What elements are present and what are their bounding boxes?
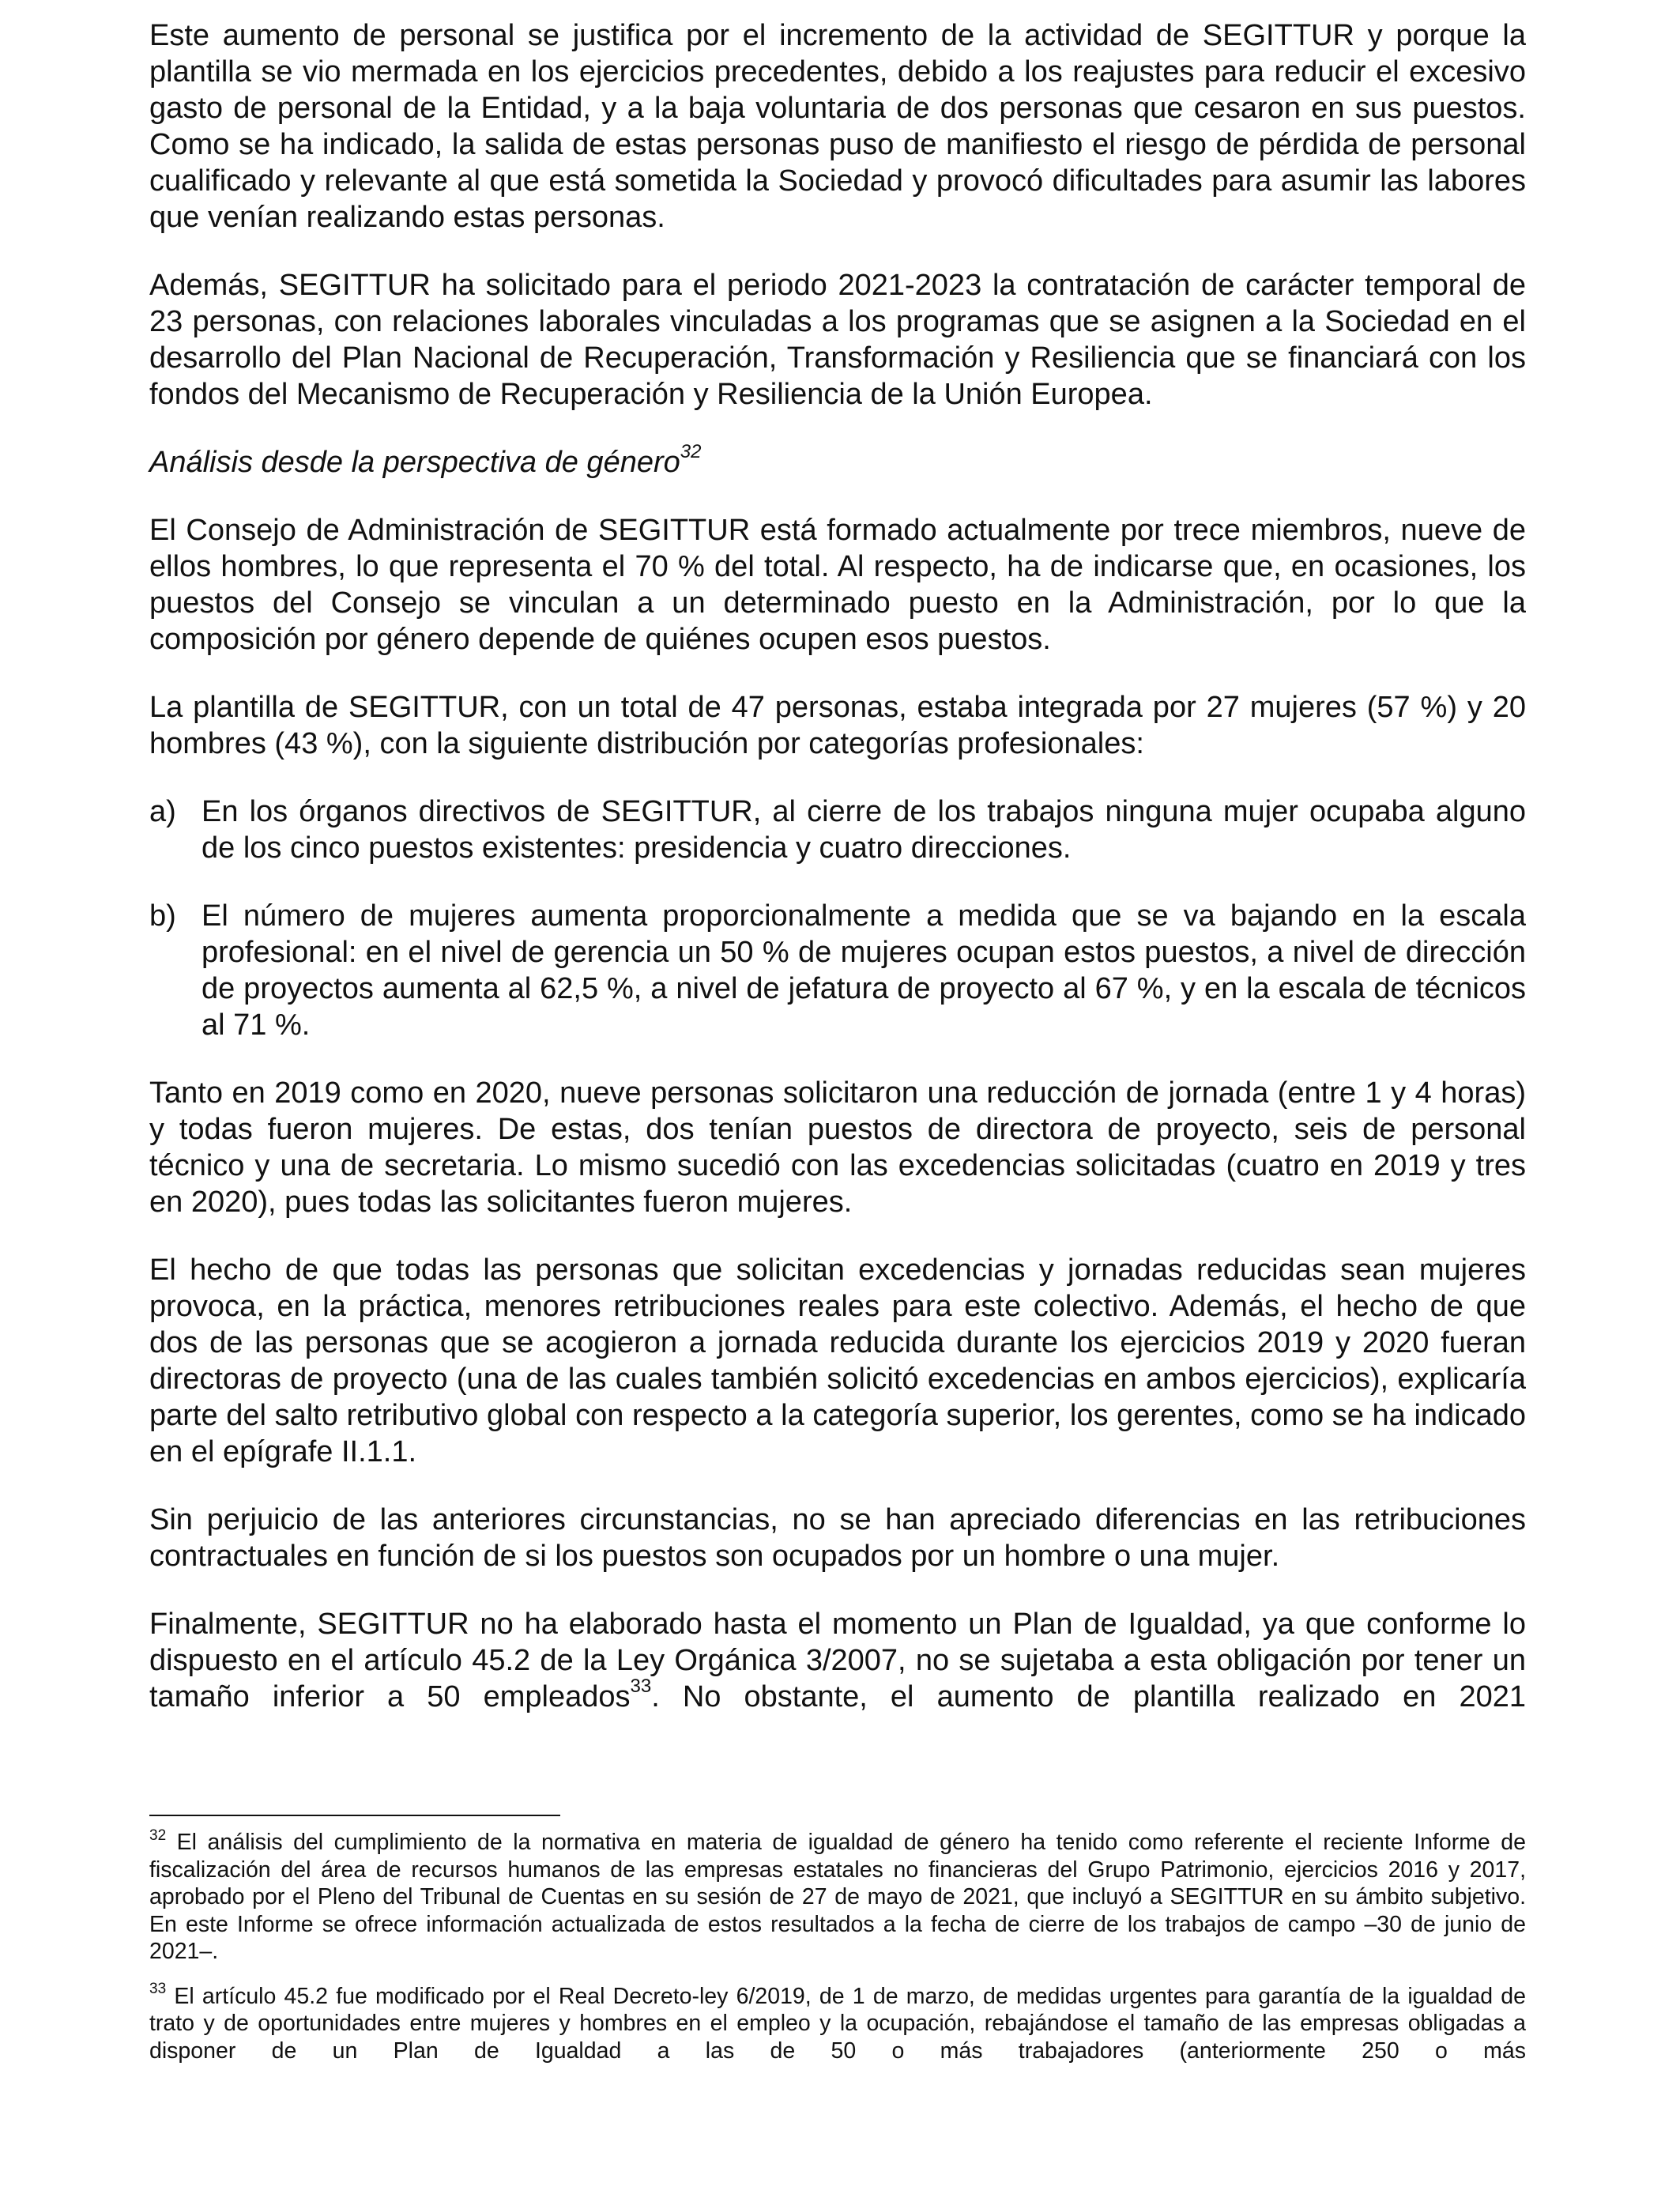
footnote-33: [149, 1983, 1526, 2065]
paragraph-equality-plan: [149, 1606, 1526, 1715]
footnote-32-text: El análisis del cumplimiento de la normativa en materia de igualdad de género ha tenido como referente el reciente Informe de fiscalización del área de recursos humanos de las empresas estatales no financieras del Grupo Patrimonio, ejercicios 2016 y 2017, aprobado por el Pleno del Tribunal de Cuentas en su sesión de 27 de mayo de 2021, que incluyó a SEGITTUR en su ámbito subjetivo. En este Informe se ofrece información actualizada de estos resultados a la fecha de cierre de los trabajos de campo –30 de junio de 2021–.: [149, 1830, 1526, 1964]
list-item-b: [149, 898, 1526, 1043]
paragraph-reduced-hours: Tanto en 2019 como en 2020, nueve personas solicitaron una reducción de jornada (entre 1 y 4 horas) y todas fueron mujeres. De estas, dos tenían puestos de directora de proyecto, seis de personal técnico y una de secretaria. Lo mismo sucedió con las excedencias solicitadas (cuatro en 2019 y tres en 2020), pues todas las solicitantes fueron mujeres.: [149, 1076, 1526, 1219]
footnote-32: [149, 1826, 1526, 1966]
footnote-number-32: 32: [149, 1826, 167, 1844]
section-heading-gender-analysis: [149, 441, 1526, 481]
footnote-separator: [149, 1815, 560, 1816]
paragraph-pay-impact: El hecho de que todas las personas que solicitan excedencias y jornadas reducidas sean mujeres provoca, en la práctica, menores retribuciones reales para este colectivo. Además, el hecho de que dos de las personas que se acogieron a jornada reducida durante los ejercicios 2019 y 2020 fueran directoras de proyecto (una de las cuales también solicitó excedencias en ambos ejercicios), explicaría parte del salto retributivo global con respecto a la categoría superior, los gerentes, como se ha indicado en el epígrafe II.1.1.: [149, 1253, 1526, 1468]
paragraph-staff-increase: Este aumento de personal se justifica por el incremento de la actividad de SEGITTUR y porque la plantilla se vio mermada en los ejercicios precedentes, debido a los reajustes para reducir el excesivo gasto de personal de la Entidad, y a la baja voluntaria de dos personas que cesaron en sus puestos. Como se ha indicado, la salida de estas personas puso de manifiesto el riesgo de pérdida de personal cualificado y relevante al que está sometida la Sociedad y provocó dificultades para asumir las labores que venían realizando estas personas.: [149, 19, 1526, 234]
section-heading-text: Análisis desde la perspectiva de género: [149, 446, 680, 479]
paragraph-no-pay-differences: Sin perjuicio de las anteriores circunstancias, no se han apreciado diferencias en las retribuciones contractuales en función de si los puestos son ocupados por un hombre o una mujer.: [149, 1503, 1526, 1573]
footnotes-section: [149, 1826, 1526, 2082]
list-marker-a: a): [149, 795, 176, 828]
paragraph-staff-distribution: La plantilla de SEGITTUR, con un total de 47 personas, estaba integrada por 27 mujeres (57 %) y 20 hombres (43 %), con la siguiente distribución por categorías profesionales:: [149, 691, 1526, 760]
footnote-33-text: El artículo 45.2 fue modificado por el Real Decreto-ley 6/2019, de 1 de marzo, de medidas urgentes para garantía de la igualdad de trato y de oportunidades entre mujeres y hombres en el empleo y la ocupación, rebajándose el tamaño de las empresas obligadas a disponer de un Plan de Igualdad a las de 50 o más trabajadores (anteriormente 250 o más: [149, 1983, 1526, 2064]
list-marker-b: b): [149, 899, 176, 933]
list-item-a-text: En los órganos directivos de SEGITTUR, al cierre de los trabajos ninguna mujer ocupaba alguno de los cinco puestos existentes: presidencia y cuatro direcciones.: [202, 795, 1526, 865]
list-item-b-text: El número de mujeres aumenta proporcionalmente a medida que se va bajando en la escala profesional: en el nivel de gerencia un 50 % de mujeres ocupan estos puestos, a nivel de dirección de proyectos aumenta al 62,5 %, a nivel de jefatura de proyecto al 67 %, y en la escala de técnicos al 71 %.: [202, 899, 1526, 1042]
paragraph-temporary-hiring: Además, SEGITTUR ha solicitado para el periodo 2021-2023 la contratación de carácter temporal de 23 personas, con relaciones laborales vinculadas a los programas que se asignen a la Sociedad en el desarrollo del Plan Nacional de Recuperación, Transformación y Resiliencia que se financiará con los fondos del Mecanismo de Recuperación y Resiliencia de la Unión Europea.: [149, 269, 1526, 411]
footnote-ref-32[interactable]: 32: [680, 441, 702, 463]
paragraph-equality-plan-text-b: . No obstante, el aumento de plantilla realizado en 2021: [651, 1680, 1526, 1713]
footnote-number-33: 33: [149, 1981, 167, 1997]
paragraph-equality-plan-text-a: Finalmente, SEGITTUR no ha elaborado hasta el momento un Plan de Igualdad, ya que conforme lo dispuesto en el artículo 45.2 de la Ley Orgánica 3/2007, no se sujetaba a esta obligación por tener un tamaño inferior a 50 empleados: [149, 1608, 1526, 1713]
list-item-a: [149, 794, 1526, 866]
footnote-ref-33[interactable]: 33: [630, 1676, 652, 1698]
document-body: [149, 17, 1526, 1747]
paragraph-board-composition: El Consejo de Administración de SEGITTUR está formado actualmente por trece miembros, nueve de ellos hombres, lo que representa el 70 % del total. Al respecto, ha de indicarse que, en ocasiones, los puestos del Consejo se vinculan a un determinado puesto en la Administración, por lo que la composición por género depende de quiénes ocupen esos puestos.: [149, 514, 1526, 656]
